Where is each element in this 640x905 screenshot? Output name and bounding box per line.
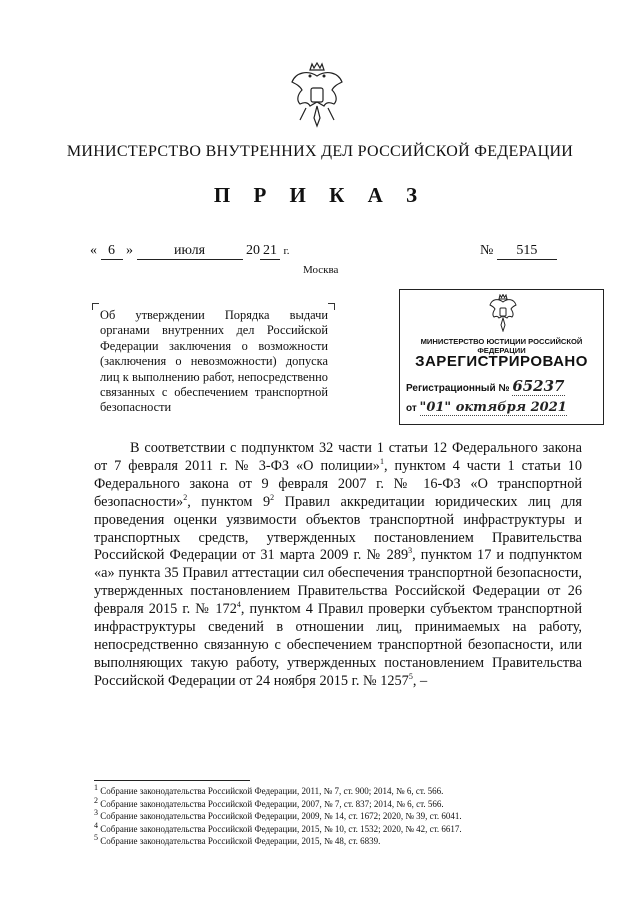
superscript-9-2: 2 [270, 492, 275, 502]
text-run: Правил аккредитации юридических лиц для проведения оценки уязвимости объектов транспортной инфраструктуры и транспортных средств, утвержденных постановлением Правительства Российской Федерации от 31 марта 2009 г. № 289 [94, 493, 582, 564]
footnote-item [94, 795, 594, 811]
text-run: , – [412, 672, 428, 689]
registration-stamp [399, 289, 604, 425]
footnote-ref-5: 5 [408, 672, 413, 682]
footnote-text: Собрание законодательства Российской Федерации, 2009, № 14, ст. 1672; 2020, № 39, ст. 6041. [98, 811, 462, 822]
quote-close: » [126, 243, 133, 258]
text-run: , пунктом 17 и подпунктом «а» пункта 35 Правил аттестации сил обеспечения транспортной безопасности, утвержденных постановлением Правительства Российской Федерации от 26 февраля 2015 г. № 172 [94, 547, 582, 618]
footnote-ref-1: 1 [379, 457, 384, 467]
preamble-paragraph [94, 440, 582, 691]
footnote-item [94, 810, 594, 823]
state-emblem-icon [288, 62, 346, 128]
footnote-text: Собрание законодательства Российской Федерации, 2011, № 7, ст. 900; 2014, № 6, ст. 566. [98, 786, 444, 796]
footnote-text: Собрание законодательства Российской Федерации, 2015, № 10, ст. 1532; 2020, № 42, ст. 6617. [98, 823, 462, 834]
footnotes [94, 785, 594, 848]
order-subject: Об утверждении Порядка выдачи органами внутренних дел Российской Федерации заключения о возможности (заключения о невозможности) допуска лиц к выполнению работ, непосредственно связанных с обеспечением транспортной безопасности [100, 308, 328, 415]
footnote-text: Собрание законодательства Российской Федерации, 2015, № 48, ст. 6839. [98, 836, 381, 847]
date-day: 6 [101, 243, 123, 260]
footnote-number: 4 [94, 820, 98, 830]
subject-corner-right [328, 303, 335, 310]
stamp-ministry-name: МИНИСТЕРСТВО ЮСТИЦИИ РОССИЙСКОЙ ФЕДЕРАЦИИ [420, 337, 583, 355]
footnote-number: 1 [94, 783, 98, 792]
date-year-abbr: г. [283, 245, 290, 257]
footnote-item [94, 785, 594, 798]
stamp-status: ЗАРЕГИСТРИРОВАНО [415, 353, 588, 370]
document-type-title: П Р И К А З [213, 183, 427, 207]
text-run: , пунктом 9 [187, 493, 271, 510]
stamp-date-value: "01" октября 2021 [419, 400, 567, 415]
quote-open: « [90, 243, 97, 258]
subject-corner-left [92, 303, 99, 310]
stamp-reg-number: 65237 [512, 377, 565, 395]
city: Москва [303, 264, 339, 276]
footnote-text: Собрание законодательства Российской Федерации, 2007, № 7, ст. 837; 2014, № 6, ст. 566. [98, 798, 444, 809]
footnote-number: 3 [94, 808, 98, 818]
footnote-divider [94, 780, 250, 781]
text-run: , пунктом 4 Правил проверки субъектом транспортной инфраструктуры сведений в отношении лиц, принимаемых на работу, непосредственно связанную с обеспечением транспортной безопасности, или выполняющих такую работу, утвержденных постановлением Правительства Российской Федерации от 24 ноября 2015 г. № 1257 [94, 601, 582, 689]
stamp-date-line [406, 400, 567, 415]
order-number: 515 [497, 243, 557, 260]
footnote-ref-3: 3 [408, 546, 413, 556]
footnote-ref-4: 4 [236, 600, 241, 610]
footnote-item [94, 835, 594, 848]
footnote-item [94, 820, 594, 836]
date-year-suffix: 21 [260, 243, 280, 260]
date-year-prefix: 20 [246, 243, 260, 258]
number-label: № [480, 243, 494, 258]
footnote-ref-2: 2 [183, 492, 188, 502]
footnote-number: 2 [94, 795, 98, 805]
text-run: В соответствии с подпунктом 32 части 1 статьи 12 Федерального закона от 7 февраля 2011 г. № 3-ФЗ «О полиции» [94, 440, 582, 474]
ministry-heading: МИНИСТЕРСТВО ВНУТРЕННИХ ДЕЛ РОССИЙСКОЙ ФЕДЕРАЦИИ [66, 143, 574, 160]
stamp-reg-label: Регистрационный № [406, 383, 510, 394]
stamp-date-label: от [406, 403, 417, 414]
text-run: , пунктом 4 части 1 статьи 10 Федерального закона от 9 февраля 2007 г. № 16-ФЗ «О транспортной безопасности» [94, 457, 582, 510]
preamble-text [94, 440, 582, 691]
date-field [90, 243, 290, 260]
date-month: июля [137, 243, 243, 260]
order-number-field [480, 243, 557, 260]
stamp-reg-line [406, 377, 565, 395]
footnote-number: 5 [94, 833, 98, 843]
stamp-emblem-icon [488, 294, 518, 332]
